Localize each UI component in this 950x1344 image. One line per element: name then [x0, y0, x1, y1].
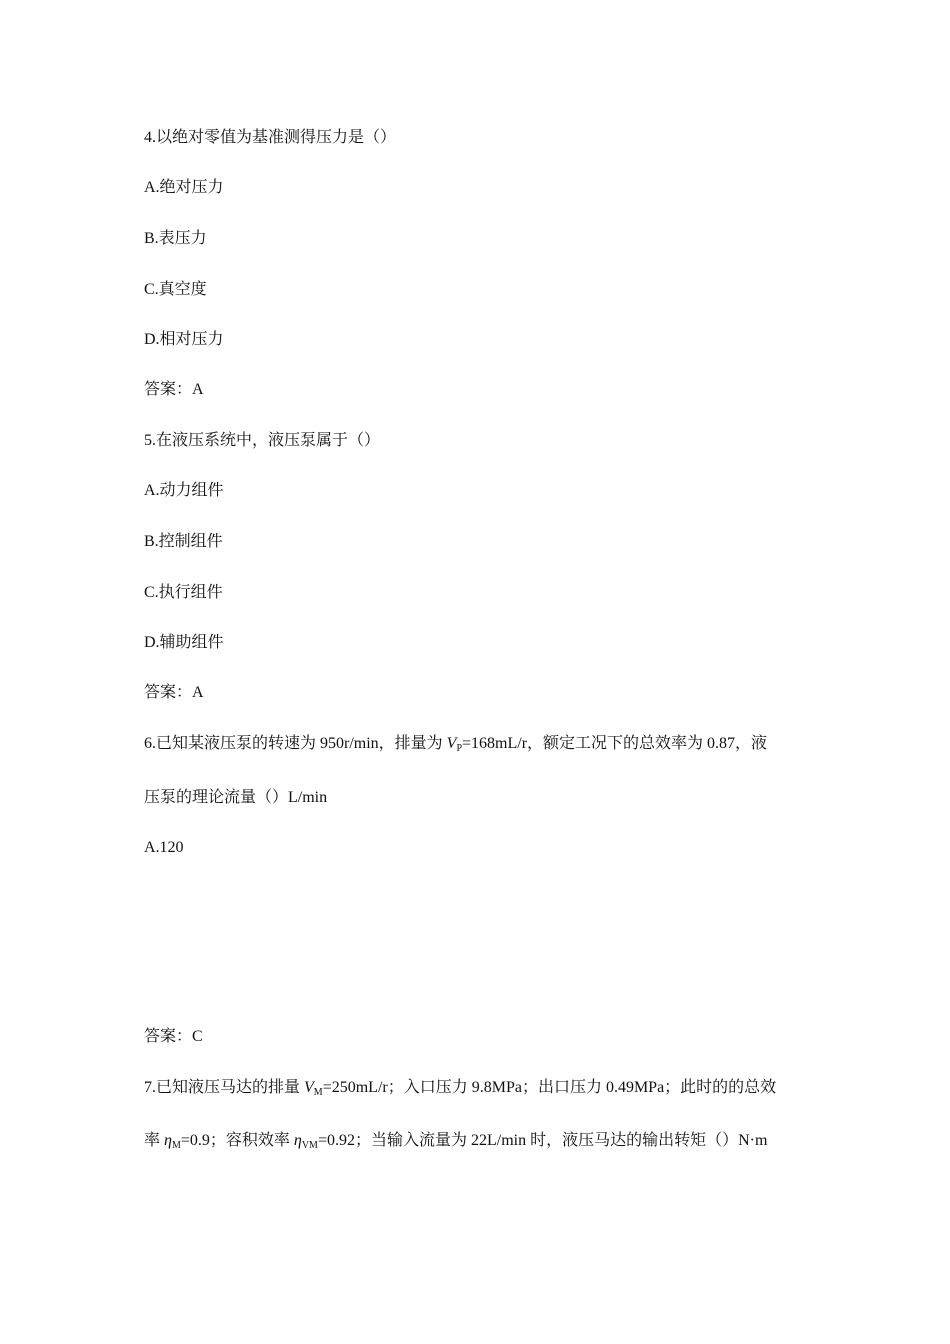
q6-option-a: A.120: [144, 839, 184, 856]
q5-answer: 答案：A: [144, 684, 204, 701]
question-7-line-2: [144, 1131, 767, 1153]
q5-option-a: A.动力组件: [144, 482, 224, 499]
q7-var-eta-m-sub: M: [171, 1140, 181, 1151]
q7-text-post: =250mL/r；入口压力 9.8MPa；出口压力 0.49MPa；此时的的总效: [322, 1079, 777, 1096]
q7-var-eta-m: η: [164, 1132, 172, 1149]
q5-option-c: C.执行组件: [144, 584, 223, 601]
q7-var-eta-vm-sub: VM: [301, 1140, 318, 1151]
question-4-text: 4.以绝对零值为基准测得压力是（）: [144, 129, 397, 146]
q7-line2-a: 率: [144, 1132, 165, 1149]
q7-var-v: V: [304, 1079, 314, 1096]
q4-option-d: D.相对压力: [144, 331, 224, 348]
q4-answer: 答案：A: [144, 381, 204, 398]
q4-option-a: A.绝对压力: [144, 179, 224, 196]
question-6-line-2: 压泵的理论流量（）L/min: [144, 789, 328, 806]
q4-option-b: B.表压力: [144, 230, 207, 247]
q7-line2-b: =0.9；容积效率: [180, 1132, 294, 1149]
q6-var-v: V: [446, 735, 457, 752]
question-5-text: 5.在液压系统中，液压泵属于（）: [144, 432, 381, 449]
q6-text-post: =168mL/r，额定工况下的总效率为 0.87，液: [462, 735, 768, 752]
q6-text-pre: 6.已知某液压泵的转速为 950r/min，排量为: [144, 735, 447, 752]
q7-text-pre: 7.已知液压马达的排量: [144, 1079, 305, 1096]
q7-var-v-sub: M: [313, 1087, 323, 1098]
q6-answer: 答案：C: [144, 1028, 203, 1045]
q4-option-c: C.真空度: [144, 281, 207, 298]
question-7-line-1: [144, 1078, 776, 1100]
q7-var-eta-vm: η: [293, 1132, 302, 1149]
q6-var-sub: P: [456, 743, 463, 754]
q7-line2-c: =0.92；当输入流量为 22L/min 时，液压马达的输出转矩（）N·m: [317, 1132, 768, 1149]
q5-option-d: D.辅助组件: [144, 634, 224, 651]
q5-option-b: B.控制组件: [144, 533, 223, 550]
question-6-line-1: [144, 734, 767, 756]
